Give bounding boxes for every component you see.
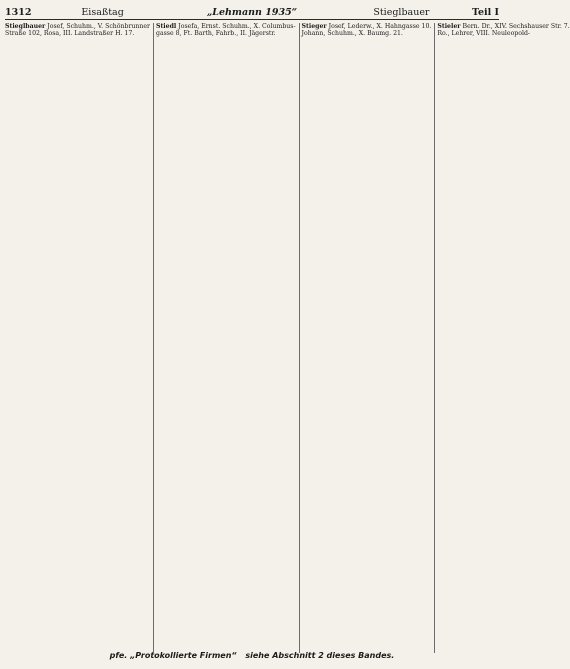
directory-entry bbox=[5, 30, 150, 37]
column-4 bbox=[437, 23, 569, 653]
column-2 bbox=[156, 23, 296, 653]
entry-details: gasse 8, Ft. Barth, Fahrb., II. Jägerstr. bbox=[155, 30, 276, 38]
entry-details: Ro., Lehrer, VIII. Neuleopold- bbox=[437, 30, 531, 38]
footer-note bbox=[0, 651, 504, 660]
footer-note-text: siehe Abschnitt 2 dieses Bandes. bbox=[245, 651, 395, 660]
column-3 bbox=[302, 23, 432, 653]
footer-note-lead: pfe. „Protokollierte Firmen“ bbox=[109, 651, 237, 660]
entry-details: Josef, Schuhm., V. Schönbrunner bbox=[47, 23, 150, 30]
directory-title: „Lehmann 1935“ bbox=[206, 7, 298, 18]
page-number: 1312 bbox=[5, 7, 32, 18]
running-head bbox=[5, 4, 499, 18]
directory-entry bbox=[437, 23, 569, 30]
header-rule bbox=[5, 19, 499, 20]
volume-part: Teil I bbox=[472, 7, 499, 18]
directory-columns bbox=[5, 23, 570, 653]
directory-entry bbox=[156, 23, 296, 30]
directory-entry bbox=[302, 30, 432, 37]
entry-details: Josef, Lederw., X. Hahngasse 10. bbox=[328, 23, 432, 30]
left-catchword: Eisaßtag bbox=[81, 7, 124, 18]
directory-entry bbox=[437, 30, 569, 37]
entry-details: Johann, Schuhm., X. Baumg. 21. bbox=[301, 30, 403, 38]
directory-entry bbox=[156, 30, 296, 37]
entry-surname: Stiedl bbox=[155, 23, 177, 30]
entry-surname: Stieger bbox=[301, 23, 327, 30]
directory-entry bbox=[302, 23, 432, 30]
entry-surname: Stieglbauer bbox=[5, 23, 46, 30]
entry-details: Josefa, Ernst. Schuhm., X. Columbus- bbox=[178, 23, 296, 30]
right-catchword: Stieglbauer bbox=[373, 7, 430, 18]
entry-details: Straße 102, Rosa, III. Landstraßer H. 17. bbox=[5, 30, 135, 38]
directory-entry bbox=[5, 23, 150, 30]
entry-details: Bern. Dr., XIV. Sechshauser Str. 7. bbox=[462, 23, 570, 30]
column-1 bbox=[5, 23, 150, 653]
entry-surname: Stieler bbox=[437, 23, 461, 30]
